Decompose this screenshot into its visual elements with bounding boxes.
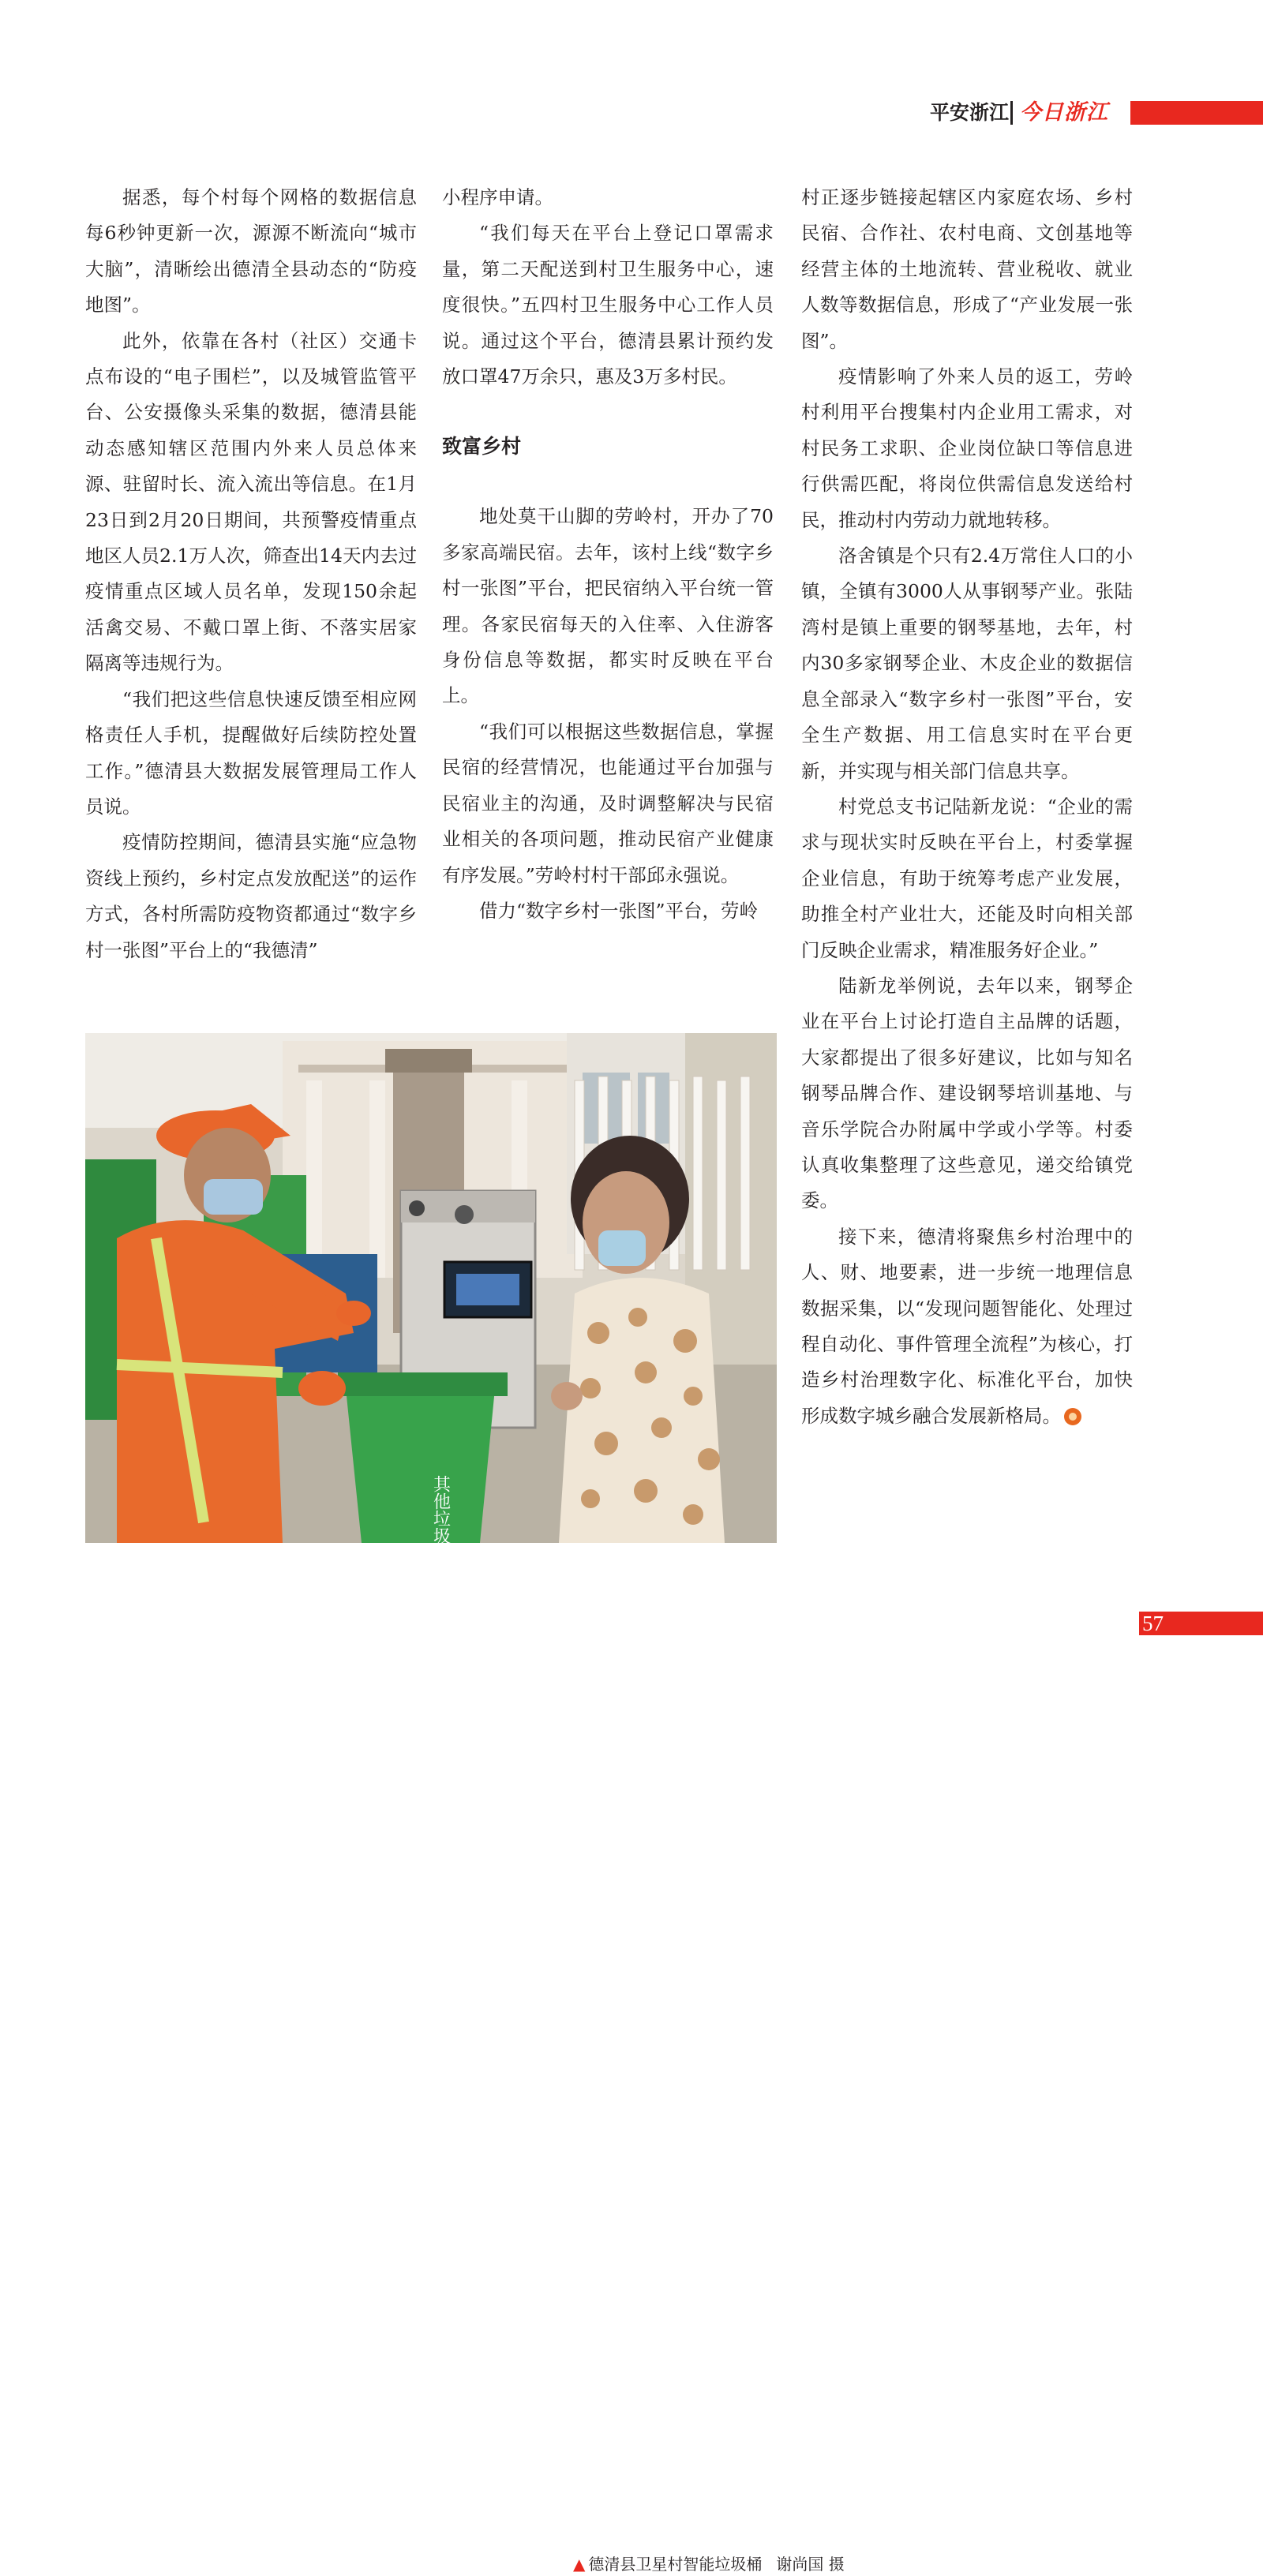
text-column-3 <box>801 180 1133 1434</box>
text-column-1 <box>85 180 417 968</box>
paragraph: 据悉，每个村每个网格的数据信息每6秒钟更新一次，源源不断流向“城市大脑”，清晰绘出德清全县动态的“防疫地图”。 <box>85 186 417 316</box>
paragraph: “我们把这些信息快速反馈至相应网格责任人手机，提醒做好后续防控处置工作。”德清县大数据发展管理局工作人员说。 <box>85 687 417 818</box>
bin-label: 其他垃圾 <box>430 1475 451 1544</box>
article-photo <box>85 1033 845 2574</box>
paragraph: 村党总支书记陆新龙说：“企业的需求与现状实时反映在平台上，村委掌握企业信息，有助于统筹考虑产业发展，助推全村产业壮大，还能及时向相关部门反映企业需求，精准服务好企业。” <box>801 795 1133 961</box>
paragraph: “我们每天在平台上登记口罩需求量，第二天配送到村卫生服务中心，速度很快。”五四村卫生服务中心工作人员说。通过这个平台，德清县累计预约发放口罩47万余只，惠及3万多村民。 <box>442 222 774 388</box>
photo-caption <box>568 2552 854 2576</box>
paragraph-continued: 村正逐步链接起辖区内家庭农场、乡村民宿、合作社、农村电商、文创基地等经营主体的土地流转、营业税收、就业人数等数据信息，形成了“产业发展一张图”。 <box>801 186 1133 352</box>
photo-illustration <box>85 1033 777 1543</box>
section-title: 平安浙江 <box>929 101 1009 124</box>
paragraph: 地处莫干山脚的劳岭村，开办了70多家高端民宿。去年，该村上线“数字乡村一张图”平台，把民宿纳入平台统一管理。各家民宿每天的入住率、入住游客身份信息等数据，都实时反映在平台上。 <box>442 505 774 707</box>
magazine-logo: 今日浙江 <box>1020 100 1108 125</box>
header-separator <box>1010 101 1013 125</box>
paragraph: 此外，依靠在各村（社区）交通卡点布设的“电子围栏”，以及城管监管平台、公安摄像头采集的数据，德清县能动态感知辖区范围内外来人员总体来源、驻留时长、流入流出等信息。在1月23日到2月20日期间，共预警疫情重点地区人员2.1万人次，筛查出14天内去过疫情重点区域人员名单，发现150余起活禽交易、不戴口罩上街、不落实居家隔离等违规行为。 <box>85 329 417 675</box>
caption-marker-icon: ▲ <box>573 2555 586 2574</box>
paragraph: “我们可以根据这些数据信息，掌握民宿的经营情况，也能通过平台加强与民宿业主的沟通，及时调整解决与民宿业相关的各项问题，推动民宿产业健康有序发展。”劳岭村村干部邱永强说。 <box>442 720 774 886</box>
section-subheading: 致富乡村 <box>442 435 522 459</box>
paragraph: 疫情影响了外来人员的返工，劳岭村利用平台搜集村内企业用工需求，对村民务工求职、企业岗位缺口等信息进行供需匹配，将岗位供需信息发送给村民，推动村内劳动力就地转移。 <box>801 365 1133 531</box>
caption-text: 德清县卫星村智能垃圾桶 <box>588 2555 763 2574</box>
paragraph: 借力“数字乡村一张图”平台，劳岭 <box>479 899 759 922</box>
paragraph: 疫情防控期间，德清县实施“应急物资线上预约，乡村定点发放配送”的运作方式，各村所需防疫物资都通过“数字乡村一张图”平台上的“我德清” <box>85 831 417 961</box>
page-number: 57 <box>1142 1612 1164 1635</box>
photo-credit: 谢尚国 摄 <box>776 2555 845 2574</box>
paragraph-last <box>801 1219 1133 1434</box>
paragraph-continued: 小程序申请。 <box>442 186 553 208</box>
paragraph-text: 接下来，德清将聚焦乡村治理中的人、财、地要素，进一步统一地理信息数据采集，以“发现问题智能化、处理过程自动化、事件管理全流程”为核心，打造乡村治理数字化、标准化平台，加快形成数字城乡融合发展新格局。 <box>801 1225 1133 1427</box>
page-header <box>0 99 1263 126</box>
header-red-bar <box>1130 101 1263 125</box>
paragraph: 洛舍镇是个只有2.4万常住人口的小镇，全镇有3000人从事钢琴产业。张陆湾村是镇上重要的钢琴基地，去年，村内30多家钢琴企业、木皮企业的数据信息全部录入“数字乡村一张图”平台，安全生产数据、用工信息实时在平台更新，并实现与相关部门信息共享。 <box>801 545 1133 782</box>
paragraph: 陆新龙举例说，去年以来，钢琴企业在平台上讨论打造自主品牌的话题，大家都提出了很多好建议，比如与知名钢琴品牌合作、建设钢琴培训基地、与音乐学院合办附属中学或小学等。村委认真收集整理了这些意见，递交给镇党委。 <box>801 974 1133 1212</box>
text-column-2 <box>442 180 774 929</box>
article-end-mark-icon <box>1064 1408 1081 1425</box>
